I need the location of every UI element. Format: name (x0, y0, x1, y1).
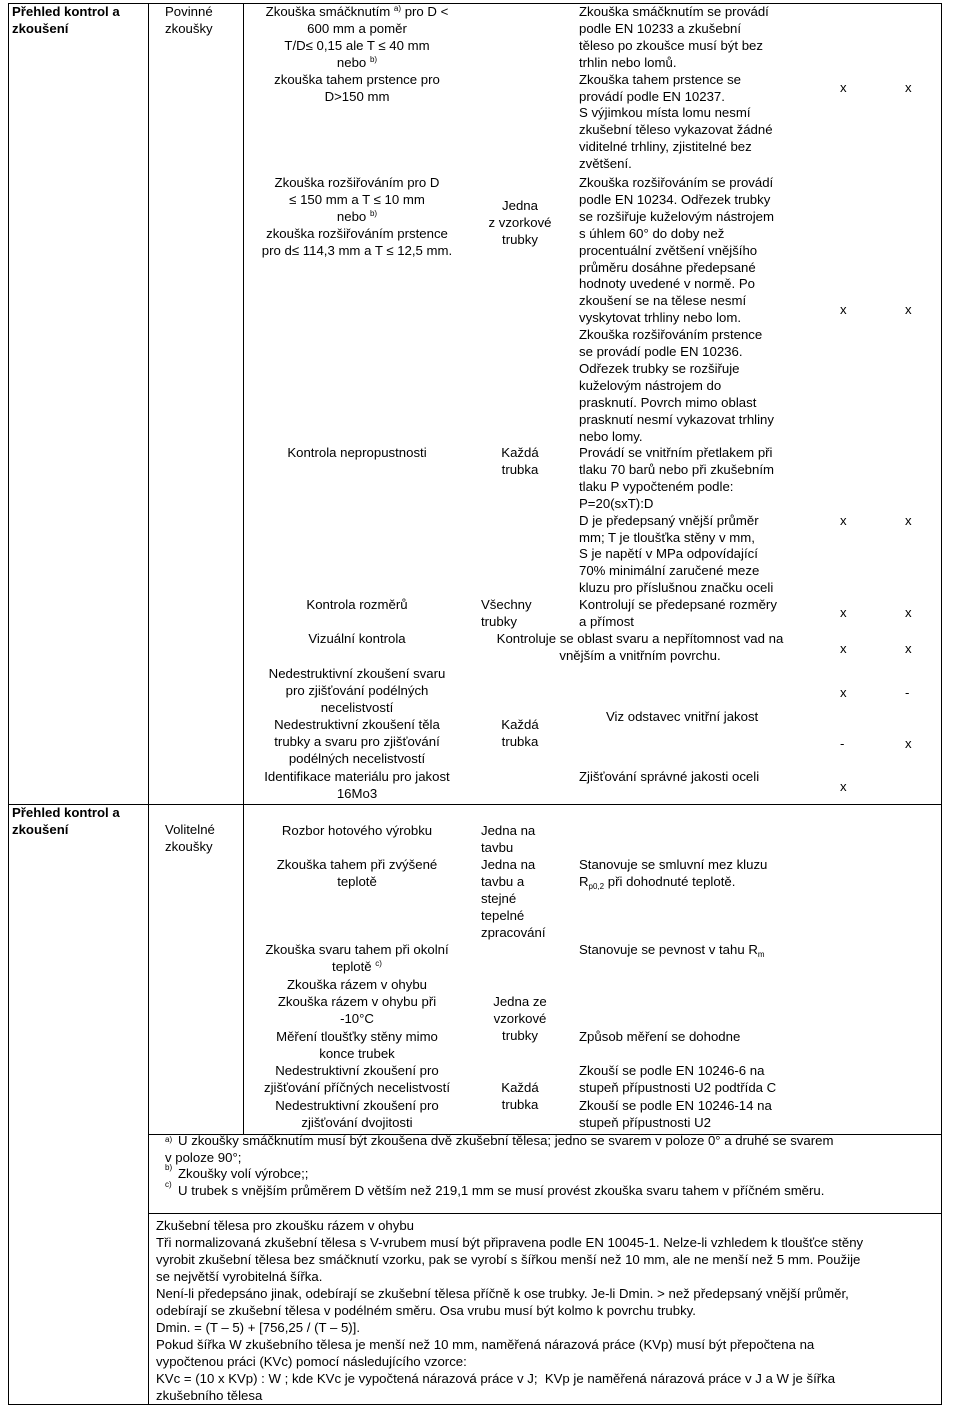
req-elevated-tensile-sub: p0,2 (588, 881, 605, 891)
test-impact: Zkouška rázem v ohybu (287, 977, 427, 992)
notes-line-8: Pokud šířka W zkušebního tělesa je menší než 10 mm, naměřená nárazová práce (KVp) musí být přepočtena na (156, 1337, 815, 1352)
footnote-a-cont: v poloze 90°; (165, 1150, 242, 1165)
mark-flaring-2: x (905, 302, 912, 317)
mark-leak-1: x (840, 513, 847, 528)
req-elevated-tensile-r: R (579, 873, 589, 889)
mark-leak-2: x (905, 513, 912, 528)
req-weld-tensile-sub: m (757, 950, 765, 959)
test-ndt-body: Nedestruktivní zkoušení těla trubky a svaru pro zjišťování podélných necelistvostí (274, 717, 440, 766)
notes-line-11: zkušebního tělesa (156, 1388, 263, 1403)
footnote-a: U zkoušky smáčknutím musí být zkoušena dvě zkušební tělesa; jedno se svarem v poloze 0° a druhé se svarem (178, 1133, 834, 1148)
test-ndt-transverse: Nedestruktivní zkoušení pro zjišťování příčných necelistvostí (264, 1063, 450, 1095)
mark-dimensions-1: x (840, 605, 847, 620)
notes-line-9: vypočtenou práci (KVc) pomocí následujícího vzorce: (156, 1354, 467, 1369)
footnote-b: Zkoušky volí výrobce;; (178, 1166, 309, 1181)
notes-line-7: Dmin. = (T – 5) + [756,25 / (T – 5)]. (156, 1320, 361, 1335)
req-ndt: Viz odstavec vnitřní jakost (606, 709, 759, 724)
mark-dimensions-2: x (905, 605, 912, 620)
scope-impact: Jedna ze vzorkové trubky (493, 994, 547, 1043)
req-weld-tensile-text: Stanovuje se pevnost v tahu R (579, 942, 758, 957)
mandatory-tests-label: Povinné zkoušky (165, 4, 213, 36)
mark-ndt-body-2: x (905, 736, 912, 751)
notes-line-3: vyrobit zkušební tělesa bez smáčknutí vzorku, pak se vyrobí s šířkou menší než 10 mm, ale ne menší než 5 mm. Použije (156, 1252, 861, 1267)
req-elevated-tensile-line1: Stanovuje se smluvní mez kluzu (579, 857, 768, 872)
border-left (8, 3, 9, 1405)
test-weld-tensile: Zkouška svaru tahem při okolní teplotě $^{c)}$ (265, 942, 449, 974)
scope-ndt: Každá trubka (501, 717, 539, 749)
mark-material-id-1: x (840, 779, 847, 794)
overview-header-bottom: Přehled kontrol a zkoušení (12, 805, 120, 837)
border-right (941, 3, 942, 1405)
test-leak: Kontrola nepropustnosti (287, 445, 427, 460)
req-ndt-lamination: Zkouší se podle EN 10246-14 na stupeň přípustnosti U2 (579, 1098, 772, 1130)
test-elevated-tensile: Zkouška tahem při zvýšené teplotě (276, 857, 438, 889)
scope-leak: Každá trubka (501, 445, 539, 477)
req-wall-thickness: Způsob měření se dohodne (579, 1029, 741, 1044)
notes-line-1: Zkušební tělesa pro zkoušku rázem v ohybu (156, 1218, 415, 1233)
req-visual: Kontroluje se oblast svaru a nepřítomnost vad na vnějším a vnitřním povrchu. (496, 631, 784, 663)
req-material-id: Zjišťování správné jakosti oceli (579, 769, 760, 784)
mark-ndt-weld-2: - (905, 685, 910, 700)
notes-top-line (148, 1213, 942, 1214)
footnote-c-mark: c) (165, 1180, 172, 1189)
mark-ndt-body-1: - (840, 736, 845, 751)
footnote-b-mark: b) (165, 1163, 173, 1172)
notes-line-6: odebírají se zkušební tělesa v podélném směru. Osa vrubu musí být kolmo k povrchu trubky. (156, 1303, 696, 1318)
scope-ndt-optional: Každá trubka (501, 1080, 539, 1112)
req-ndt-transverse: Zkouší se podle EN 10246-6 na stupeň přípustnosti U2 podtřída C (579, 1063, 777, 1095)
mark-crush-2: x (905, 80, 912, 95)
test-ndt-lamination: Nedestruktivní zkoušení pro zjišťování dvojitosti (275, 1098, 439, 1130)
footnote-a-mark: a) (165, 1135, 173, 1144)
test-ndt-weld: Nedestruktivní zkoušení svaru pro zjišťování podélných necelistvostí (268, 666, 446, 715)
req-elevated-tensile (579, 857, 767, 891)
test-product-analysis: Rozbor hotového výrobku (281, 823, 433, 838)
req-leak: Provádí se vnitřním přetlakem při tlaku 70 barů nebo při zkušebním tlaku P vypočteném podle: P=20(sxT):D D je předepsaný vnější průměr mm; T je tloušťka stěny v mm, S je napětí v MPa odpovídající 70% minimální zaručené meze kluzu pro příslušnou značku oceli (579, 445, 774, 596)
col1-right-line (148, 3, 149, 1405)
test-crush: Zkouška smáčknutím $^{a)}$ pro D < 600 mm a poměr T/D≤ 0,15 ale T ≤ 40 mm nebo $^{b)}$ zkouška tahem prstence pro D>150 mm (265, 4, 449, 104)
req-weld-tensile (579, 942, 765, 959)
notes-line-5: Není-li předepsáno jinak, odebírají se zkušební tělesa příčně k ose trubky. Je-li Dmin. > než předepsaný vnější průměr, (156, 1286, 849, 1301)
test-flaring: Zkouška rozšiřováním pro D ≤ 150 mm a T ≤ 10 mm nebo $^{b)}$ zkouška rozšiřováním prstence pro d≤ 114,3 mm a T ≤ 12,5 mm. (261, 175, 453, 258)
notes-line-10: KVc = (10 x KVp) : W ; kde KVc je vypočtená nárazová práce v J; KVp je naměřená nárazová práce v J a W je šířka (156, 1371, 836, 1386)
mark-visual-1: x (840, 641, 847, 656)
notes-line-2: Tři normalizovaná zkušební tělesa s V-vrubem musí být připravena podle EN 10045-1. Nelze-li vzhledem k tloušťce stěny (156, 1235, 864, 1250)
req-flaring: Zkouška rozšiřováním se provádí podle EN 10234. Odřezek trubky se rozšiřuje kuželovým nástrojem s úhlem 60° do doby než procentuální zvětšení vnějšího průměru dosáhne předepsané hodnoty uvedené v normě. Po zkoušení se na tělese nesmí vyskytovat trhliny nebo lom. Zkouška rozšiřováním prstence se provádí podle EN 10236. Odřezek trubky se rozšiřuje kuželovým nástrojem do prasknutí. Povrch mimo oblast prasknutí nesmí vykazovat trhliny nebo lomy. (579, 175, 774, 444)
scope-dimensions: Všechny trubky (481, 597, 532, 629)
test-visual: Vizuální kontrola (308, 631, 406, 646)
footnote-c: U trubek s vnějším průměrem D větším než 219,1 mm se musí provést zkouška svaru tahem v příčném směru. (178, 1183, 825, 1198)
mark-visual-2: x (905, 641, 912, 656)
test-dimensions: Kontrola rozměrů (306, 597, 408, 612)
req-elevated-tensile-tail: při dohodnuté teplotě. (604, 873, 736, 889)
req-dimensions: Kontrolují se předepsané rozměry a přímost (579, 597, 777, 629)
scope-sample-tube: Jedna z vzorkové trubky (488, 198, 552, 247)
row-split-line (8, 804, 942, 805)
overview-header-top: Přehled kontrol a zkoušení (12, 4, 120, 36)
notes-line-4: se největší vyrobitelná šířka. (156, 1269, 323, 1284)
optional-tests-label: Volitelné zkoušky (165, 822, 215, 854)
test-wall-thickness: Měření tloušťky stěny mimo konce trubek (276, 1029, 438, 1061)
mark-crush-1: x (840, 80, 847, 95)
test-material-id: Identifikace materiálu pro jakost 16Mo3 (264, 769, 450, 801)
mark-ndt-weld-1: x (840, 685, 847, 700)
col2-right-line (243, 3, 244, 1134)
test-impact-minus10: Zkouška rázem v ohybu při -10°C (277, 994, 437, 1026)
mark-flaring-1: x (840, 302, 847, 317)
scope-product-analysis: Jedna na tavbu (481, 823, 536, 855)
scope-elevated-tensile: Jedna na tavbu a stejné tepelné zpracování (481, 857, 546, 940)
req-crush: Zkouška smáčknutím se provádí podle EN 10233 a zkušební těleso po zkoušce musí být bez trhlin nebo lomů. Zkouška tahem prstence se provádí podle EN 10237. S výjimkou místa lomu nesmí zkušební těleso vykazovat žádné viditelné trhliny, zjistitelné bez zvětšení. (579, 4, 773, 172)
